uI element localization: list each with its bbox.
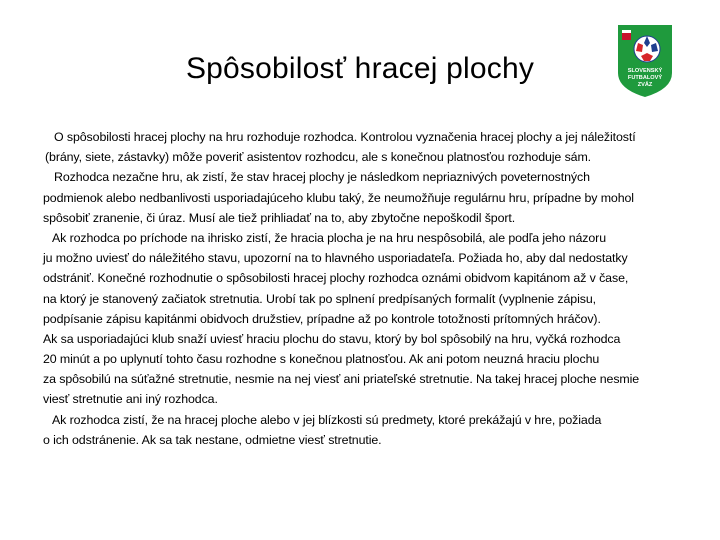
text-line: Ak rozhodca po príchode na ihrisko zistí, že hracia plocha je na hru nespôsobilá, ale podľa jeho názoru: [52, 230, 606, 245]
text-line: O spôsobilosti hracej plochy na hru rozhoduje rozhodca. Kontrolou vyznačenia hracej plochy a jej náležitostí: [54, 130, 636, 144]
text-line: podpísanie zápisu kapitánmi obidvoch družstiev, prípadne až po kontrole totožnosti prítomných hráčov).: [43, 311, 601, 326]
text-line: odstrániť. Konečné rozhodnutie o spôsobilosti hracej plochy rozhodca oznámi obidvom kapitánom až v čase,: [43, 271, 629, 286]
logo-text-line-1: SLOVENSKÝ: [627, 68, 663, 74]
slide-title: Spôsobilosť hracej plochy: [185, 52, 535, 85]
body-text: [42, 127, 682, 450]
text-line: podmienok alebo nedbanlivosti usporiadajúceho klubu taký, že neumožňuje regulárnu hru, prípadne by mohol: [43, 190, 634, 205]
text-line: (brány, siete, zástavky) môže poveriť asistentov rozhodcu, ale s konečnou platnosťou rozhoduje sám.: [45, 150, 592, 165]
slovak-football-association-logo: [614, 23, 676, 99]
text-line: 20 minút a po uplynutí tohto času rozhodne s konečnou platnosťou. Ak ani potom neuzná hraciu plochu: [43, 352, 600, 367]
text-line: ju možno uviesť do náležitého stavu, upozorní na to hlavného usporiadateľa. Požiada ho, aby dal nedostatky: [43, 251, 628, 266]
text-line: za spôsobilú na súťažné stretnutie, nesmie na nej viesť ani priateľské stretnutie. Na takej hracej ploche nesmie: [43, 372, 640, 387]
text-line: Ak rozhodca zistí, že na hracej ploche alebo v jej blízkosti sú predmety, ktoré prekážajú v hre, požiada: [52, 412, 602, 427]
text-line: spôsobiť zranenie, či úraz. Musí ale tiež prihliadať na to, aby zbytočne nepoškodil šport.: [43, 210, 516, 225]
text-line: viesť stretnutie ani iný rozhodca.: [43, 392, 218, 407]
text-line: na ktorý je stanovený začiatok stretnutia. Urobí tak po splnení predpísaných formalít (vyplnenie zápisu,: [43, 291, 596, 306]
text-line: o ich odstránenie. Ak sa tak nestane, odmietne viesť stretnutie.: [43, 432, 382, 447]
text-line: Ak sa usporiadajúci klub snaží uviesť hraciu plochu do stavu, ktorý by bol spôsobilý na hru, vyčká rozhodca: [43, 331, 621, 346]
text-line: Rozhodca nezačne hru, ak zistí, že stav hracej plochy je následkom nepriaznivých poveternostných: [54, 170, 590, 185]
logo-text-line-3: ZVÄZ: [637, 82, 653, 88]
logo-text-line-2: FUTBALOVÝ: [627, 75, 663, 81]
